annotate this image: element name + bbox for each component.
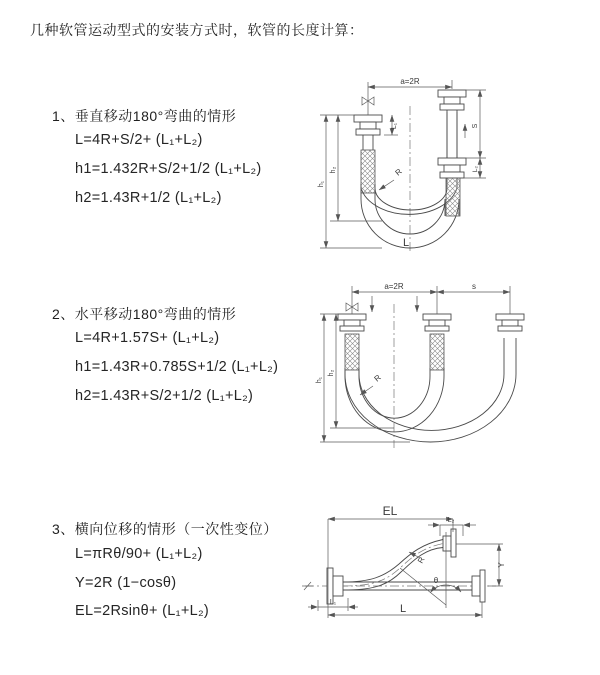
dim-label-a2r: a=2R (400, 77, 420, 86)
radius-label: R (393, 166, 404, 178)
hose-inner-wall-high (375, 112, 447, 210)
hose-inner-wall-pos1 (359, 368, 430, 418)
section2-formula-L: L=4R+1.57S+ (L₁+L₂) (75, 330, 220, 346)
radius-leader-arrow (379, 180, 394, 190)
arrowhead (348, 605, 355, 610)
dim-label-s: S (472, 123, 479, 129)
left-braided-section (345, 334, 359, 370)
right-flange-hub-lower (444, 165, 460, 172)
page-title: 几种软管运动型式的安装方式时，软管的长度计算： (30, 22, 364, 38)
middle-braided-section (430, 334, 444, 370)
right-flange-plate2 (498, 326, 522, 331)
dim-label-l: L (399, 603, 407, 615)
dim-label-l1: L₁ (391, 122, 398, 130)
left-braided-section (361, 150, 375, 193)
dim-label-h2: h₂ (328, 369, 335, 377)
arrowhead (311, 605, 318, 610)
left-flange-plate (338, 314, 366, 320)
right-flange-plate2-lower (440, 172, 464, 178)
dim-label-s: s (472, 282, 476, 291)
section1-formula-L: L=4R+S/2+ (L₁+L₂) (75, 132, 203, 148)
displaced-flange-hub (443, 536, 451, 551)
left-flange-plate2 (340, 326, 364, 331)
section3-formula-L: L=πRθ/90+ (L₁+L₂) (75, 546, 203, 562)
dim-label-l2: L₂ (447, 517, 455, 524)
section2-heading: 2、水平移动180°弯曲的情形 (52, 306, 237, 322)
right-flange-hub (472, 576, 480, 596)
length-label: L (402, 237, 410, 249)
right-flange-plate (496, 314, 524, 320)
middle-flange-plate2 (425, 326, 449, 331)
right-flange-plate-lower (438, 158, 466, 165)
dim-label-el: EL (382, 504, 398, 518)
right-flange-plate2-upper (440, 104, 464, 110)
arrowhead (463, 523, 470, 528)
right-flange-hub-upper (444, 97, 460, 104)
radius-label: R (415, 555, 427, 565)
diagram-horizontal-180-bend (310, 276, 600, 454)
section1-formula-h1: h1=1.432R+S/2+1/2 (L₁+L₂) (75, 161, 262, 177)
right-flange-plate-upper (438, 90, 466, 97)
section1-formula-h2: h2=1.43R+1/2 (L₁+L₂) (75, 190, 222, 206)
left-flange-hub (333, 576, 343, 596)
hose-centerline (343, 544, 443, 587)
diagram-lateral-displacement (300, 498, 600, 656)
displaced-flange-plate (451, 529, 456, 557)
section2-formula-h2: h2=1.43R+S/2+1/2 (L₁+L₂) (75, 388, 254, 404)
angle-label: θ (433, 576, 439, 585)
left-flange-hub (360, 122, 376, 129)
dim-label-y: Y (497, 562, 506, 568)
dim-label-h1: h₁ (318, 180, 325, 188)
diagram-vertical-180-bend (310, 66, 590, 258)
right-flange-plate (480, 570, 485, 602)
right-flange-hub (502, 320, 518, 326)
section2-formula-h1: h1=1.43R+0.785S+1/2 (L₁+L₂) (75, 359, 279, 375)
dim-label-l1: L₁ (329, 599, 337, 606)
dim-label-h2: h₂ (330, 166, 337, 174)
arrowhead (433, 523, 440, 528)
dim-label-h1: h₁ (316, 376, 323, 384)
radius-label: R (372, 372, 383, 384)
hose-upper-wall (343, 540, 443, 583)
section1-heading: 1、垂直移动180°弯曲的情形 (52, 108, 237, 124)
left-flange-plate (354, 115, 382, 122)
dim-label-l2: L₂ (472, 165, 479, 173)
middle-flange-hub (429, 320, 445, 326)
section3-heading: 3、横向位移的情形（一次性变位） (52, 521, 278, 537)
left-flange-plate2 (356, 129, 380, 135)
break-mark (302, 582, 313, 590)
middle-flange-plate (423, 314, 451, 320)
left-flange-hub (344, 320, 360, 326)
section3-formula-Y: Y=2R (1−cosθ) (75, 575, 177, 591)
right-braided-section (446, 178, 460, 216)
dim-label-a2r: a=2R (384, 282, 404, 291)
section3-formula-EL: EL=2Rsinθ+ (L₁+L₂) (75, 603, 210, 619)
